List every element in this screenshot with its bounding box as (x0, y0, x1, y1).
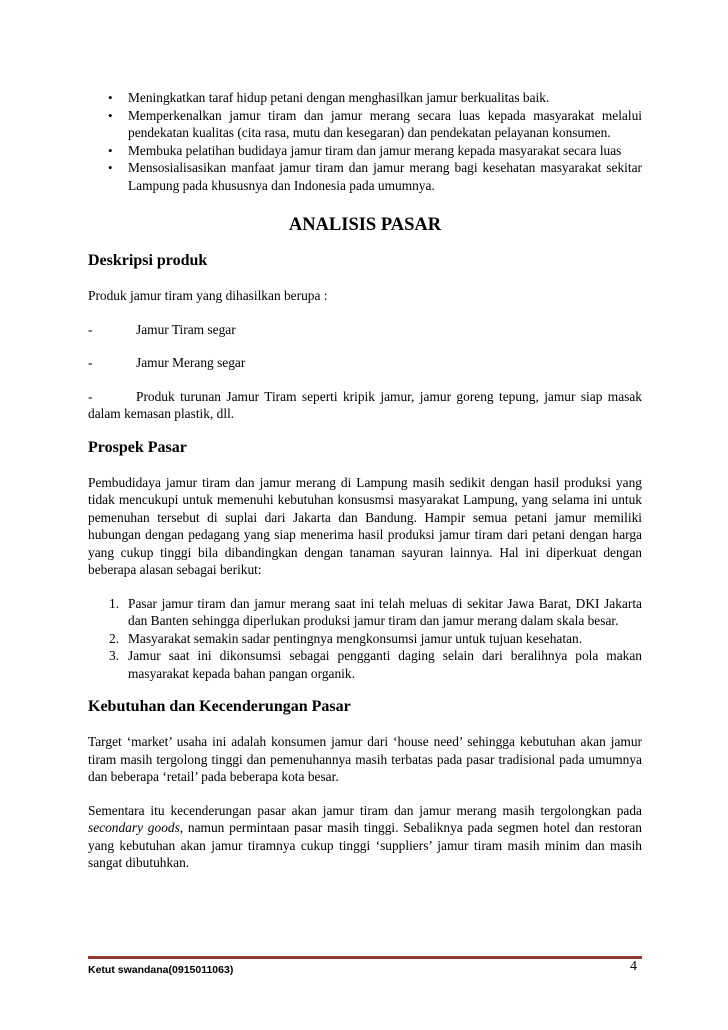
kebutuhan-paragraph-1: Target ‘market’ usaha ini adalah konsumen jamur dari ‘house need’ sehingga kebutuhan akan jamur tiram masih tergolong tinggi dan pemenuhannya masih terbatas pada pasar tradisional pada umumnya dan beberapa ‘retail’ pada beberapa kota besar. (88, 734, 642, 784)
list-item (88, 89, 642, 107)
list-number: 2. (109, 630, 120, 646)
list-item-text: Mensosialisasikan manfaat jamur tiram dan jamur merang bagi kesehatan masyarakat sekitar Lampung pada khususnya dan Indonesia pada umumnya. (128, 160, 642, 193)
product-item (88, 321, 642, 339)
product-item-text: Jamur Merang segar (136, 355, 246, 370)
dash-marker: - (88, 388, 93, 404)
list-item-text: Membuka pelatihan budidaya jamur tiram dan jamur merang kepada masyarakat secara luas (128, 142, 622, 158)
list-item (88, 142, 642, 160)
paragraph-text: Sementara itu kecenderungan pasar akan jamur tiram dan jamur merang masih tergolongkan pada (88, 802, 642, 818)
footer-author: Ketut swandana(0915011063) (88, 964, 234, 976)
list-item (88, 630, 642, 648)
list-item-text: Masyarakat semakin sadar pentingnya mengkonsumsi jamur untuk tujuan kesehatan. (128, 630, 583, 646)
bullet-icon: • (108, 90, 113, 105)
product-item-text: Produk turunan Jamur Tiram seperti kripik jamur, jamur goreng tepung, jamur siap masak dalam kemasan plastik, dll. (88, 388, 642, 421)
list-item (88, 159, 642, 194)
product-item (88, 354, 642, 372)
list-number: 3. (109, 648, 120, 663)
kebutuhan-paragraph-2 (88, 802, 642, 872)
bullet-icon: • (108, 160, 113, 175)
product-item (88, 388, 642, 423)
deskripsi-intro: Produk jamur tiram yang dihasilkan berupa : (88, 288, 328, 303)
reasons-list (88, 595, 642, 683)
list-item-text: Meningkatkan taraf hidup petani dengan menghasilkan jamur berkualitas baik. (128, 90, 550, 105)
dash-marker: - (88, 355, 93, 370)
list-item (88, 595, 642, 630)
dash-marker: - (88, 321, 93, 337)
bullet-icon: • (108, 142, 113, 158)
heading-prospek-pasar: Prospek Pasar (88, 438, 187, 456)
heading-deskripsi-produk: Deskripsi produk (88, 252, 208, 269)
list-item (88, 107, 642, 142)
list-item-text: Jamur saat ini dikonsumsi sebagai pengganti daging selain dari beralihnya pola makan masyarakat kepada bahan pangan organik. (128, 648, 642, 681)
italic-term: secondary goods (88, 820, 180, 835)
footer-rule (88, 956, 642, 959)
bullet-icon: • (108, 107, 113, 123)
list-item-text: Pasar jamur tiram dan jamur merang saat ini telah meluas di sekitar Jawa Barat, DKI Jakarta dan Banten sehingga diperlukan produksi jamur tiram dan jamur merang dalam skala besar. (128, 595, 642, 628)
objectives-list (88, 89, 642, 194)
page-content (88, 89, 642, 872)
product-item-text: Jamur Tiram segar (136, 321, 236, 337)
page-number: 4 (630, 959, 637, 974)
list-number: 1. (109, 595, 120, 611)
list-item (88, 647, 642, 682)
heading-kebutuhan-pasar: Kebutuhan dan Kecenderungan Pasar (88, 698, 351, 715)
section-title: ANALISIS PASAR (288, 215, 442, 235)
paragraph-text: , namun permintaan pasar masih tinggi. Sebaliknya pada segmen hotel dan restoran yang kebutuhan akan jamur tiramnya cukup tinggi ‘suppliers’ jamur tiram masih minim dan masih sangat dibutuhkan. (88, 820, 642, 870)
list-item-text: Memperkenalkan jamur tiram dan jamur merang secara luas kepada masyarakat melalui pendekatan kualitas (cita rasa, mutu dan kesegaran) dan pendekatan pelayanan konsumen. (128, 107, 642, 140)
prospek-paragraph: Pembudidaya jamur tiram dan jamur merang di Lampung masih sedikit dengan hasil produksi yang tidak mencukupi untuk memenuhi kebutuhan konsusmsi masyarakat Lampung, yang selama ini untuk pemenuhan tersebut di suplai dari Jakarta dan Bandung. Hampir semua petani jamur memiliki hubungan dengan pedagang yang siap menerima hasil produksi jamur tiram dari petani dengan harga yang cukup tinggi bila dibandingkan dengan tanaman sayuran lainnya. Hal ini diperkuat dengan beberapa alasan sebagai berikut: (88, 474, 642, 577)
